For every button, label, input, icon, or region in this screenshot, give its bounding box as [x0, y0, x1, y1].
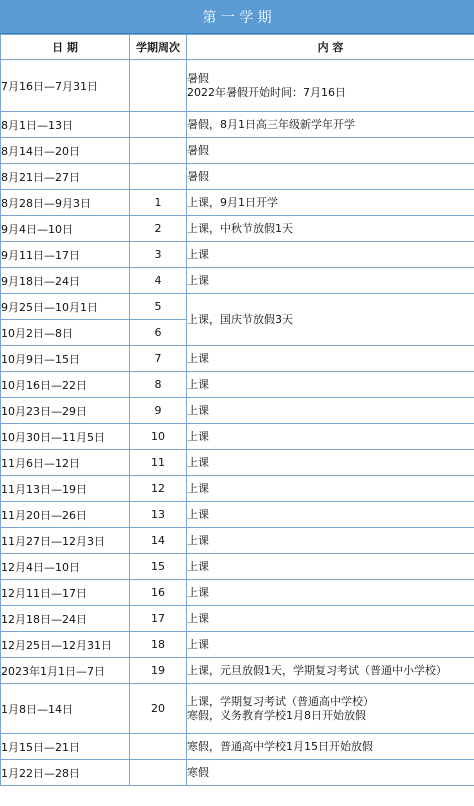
- row-date: 9月25日—10月1日: [1, 294, 130, 320]
- row-week: 5: [130, 294, 187, 320]
- row-date: 9月11日—17日: [1, 242, 130, 268]
- row-week: 6: [130, 320, 187, 346]
- content-line: 暑假: [187, 143, 209, 157]
- row-week: 7: [130, 346, 187, 372]
- row-date: 8月21日—27日: [1, 164, 130, 190]
- content-line: 上课: [187, 611, 209, 625]
- row-content: [187, 502, 474, 528]
- row-content: [187, 138, 474, 164]
- row-week: [130, 164, 187, 190]
- row-content: [187, 554, 474, 580]
- row-week: 10: [130, 424, 187, 450]
- row-week: 4: [130, 268, 187, 294]
- table-row: [1, 346, 474, 372]
- row-date: 12月11日—17日: [1, 580, 130, 606]
- content-line: 上课: [187, 247, 209, 261]
- row-content: [187, 632, 474, 658]
- row-week: [130, 760, 187, 786]
- content-line: 上课: [187, 585, 209, 599]
- content-line: 上课: [187, 533, 209, 547]
- table-row: [1, 424, 474, 450]
- content-line: 上课，9月1日开学: [187, 195, 278, 209]
- table-row: [1, 60, 474, 112]
- row-content: [187, 684, 474, 734]
- row-date: 1月22日—28日: [1, 760, 130, 786]
- row-content: [187, 476, 474, 502]
- content-line: 上课: [187, 377, 209, 391]
- row-week: 17: [130, 606, 187, 632]
- table-row: [1, 528, 474, 554]
- row-date: 11月13日—19日: [1, 476, 130, 502]
- row-content: [187, 268, 474, 294]
- content-line: 上课: [187, 559, 209, 573]
- content-line: 暑假: [187, 71, 209, 85]
- row-content: [187, 190, 474, 216]
- row-week: [130, 60, 187, 112]
- row-content: [187, 372, 474, 398]
- header-week: 学期周次: [130, 35, 187, 60]
- table-row: [1, 112, 474, 138]
- row-content: [187, 424, 474, 450]
- content-line: 暑假: [187, 169, 209, 183]
- row-content: [187, 398, 474, 424]
- table-row: [1, 606, 474, 632]
- row-date: 11月6日—12日: [1, 450, 130, 476]
- row-date: 7月16日—7月31日: [1, 60, 130, 112]
- row-week: 15: [130, 554, 187, 580]
- row-content: [187, 734, 474, 760]
- row-content: [187, 60, 474, 112]
- table-row: [1, 268, 474, 294]
- row-date: 1月8日—14日: [1, 684, 130, 734]
- row-week: 13: [130, 502, 187, 528]
- content-line: 上课，学期复习考试（普通高中学校）: [187, 694, 374, 708]
- row-week: 11: [130, 450, 187, 476]
- table-row: [1, 372, 474, 398]
- header-date: 日 期: [1, 35, 130, 60]
- row-date: 12月4日—10日: [1, 554, 130, 580]
- row-date: 12月25日—12月31日: [1, 632, 130, 658]
- row-date: 12月18日—24日: [1, 606, 130, 632]
- calendar-table: [0, 34, 474, 786]
- row-date: 10月2日—8日: [1, 320, 130, 346]
- content-line: 上课，元旦放假1天，学期复习考试（普通中小学校）: [187, 663, 447, 677]
- table-row: [1, 580, 474, 606]
- content-line: 2022年暑假开始时间：7月16日: [187, 85, 346, 99]
- content-line: 寒假: [187, 765, 209, 779]
- row-week: 14: [130, 528, 187, 554]
- semester-title: 第 一 学 期: [0, 0, 474, 34]
- row-content: [187, 294, 474, 346]
- content-line: 上课: [187, 403, 209, 417]
- content-line: 暑假，8月1日高三年级新学年开学: [187, 117, 355, 131]
- row-date: 2023年1月1日—7日: [1, 658, 130, 684]
- header-row: [1, 35, 474, 60]
- row-date: 9月18日—24日: [1, 268, 130, 294]
- row-week: [130, 734, 187, 760]
- row-week: [130, 138, 187, 164]
- table-row: [1, 658, 474, 684]
- table-row: [1, 760, 474, 786]
- content-line: 上课，中秋节放假1天: [187, 221, 293, 235]
- row-week: 12: [130, 476, 187, 502]
- row-week: 18: [130, 632, 187, 658]
- table-row: [1, 502, 474, 528]
- table-row: [1, 632, 474, 658]
- calendar-body: [1, 60, 474, 786]
- row-week: 20: [130, 684, 187, 734]
- row-content: [187, 450, 474, 476]
- row-week: [130, 112, 187, 138]
- row-date: 8月14日—20日: [1, 138, 130, 164]
- row-content: [187, 346, 474, 372]
- row-date: 10月16日—22日: [1, 372, 130, 398]
- row-content: [187, 112, 474, 138]
- content-line: 寒假，义务教育学校1月8日开始放假: [187, 708, 366, 722]
- row-week: 2: [130, 216, 187, 242]
- table-row: [1, 476, 474, 502]
- table-row: [1, 684, 474, 734]
- row-date: 11月20日—26日: [1, 502, 130, 528]
- row-week: 1: [130, 190, 187, 216]
- content-line: 寒假，普通高中学校1月15日开始放假: [187, 739, 373, 753]
- content-line: 上课: [187, 429, 209, 443]
- row-date: 8月1日—13日: [1, 112, 130, 138]
- row-date: 10月9日—15日: [1, 346, 130, 372]
- row-content: [187, 606, 474, 632]
- row-content: [187, 528, 474, 554]
- row-date: 9月4日—10日: [1, 216, 130, 242]
- row-week: 8: [130, 372, 187, 398]
- table-row: [1, 242, 474, 268]
- table-row: [1, 190, 474, 216]
- row-content: [187, 216, 474, 242]
- row-date: 10月23日—29日: [1, 398, 130, 424]
- content-line: 上课: [187, 507, 209, 521]
- content-line: 上课，国庆节放假3天: [187, 312, 293, 326]
- table-row: [1, 734, 474, 760]
- row-date: 11月27日—12月3日: [1, 528, 130, 554]
- row-date: 8月28日—9月3日: [1, 190, 130, 216]
- table-row: [1, 398, 474, 424]
- table-row: [1, 554, 474, 580]
- content-line: 上课: [187, 481, 209, 495]
- content-line: 上课: [187, 455, 209, 469]
- table-row: [1, 138, 474, 164]
- row-content: [187, 242, 474, 268]
- row-date: 10月30日—11月5日: [1, 424, 130, 450]
- table-row: [1, 216, 474, 242]
- row-week: 3: [130, 242, 187, 268]
- table-row: [1, 164, 474, 190]
- row-week: 19: [130, 658, 187, 684]
- row-week: 9: [130, 398, 187, 424]
- row-week: 16: [130, 580, 187, 606]
- row-date: 1月15日—21日: [1, 734, 130, 760]
- content-line: 上课: [187, 273, 209, 287]
- row-content: [187, 164, 474, 190]
- header-content: 内 容: [187, 35, 474, 60]
- content-line: 上课: [187, 637, 209, 651]
- row-content: [187, 760, 474, 786]
- content-line: 上课: [187, 351, 209, 365]
- row-content: [187, 580, 474, 606]
- row-content: [187, 658, 474, 684]
- table-row: [1, 294, 474, 320]
- table-row: [1, 450, 474, 476]
